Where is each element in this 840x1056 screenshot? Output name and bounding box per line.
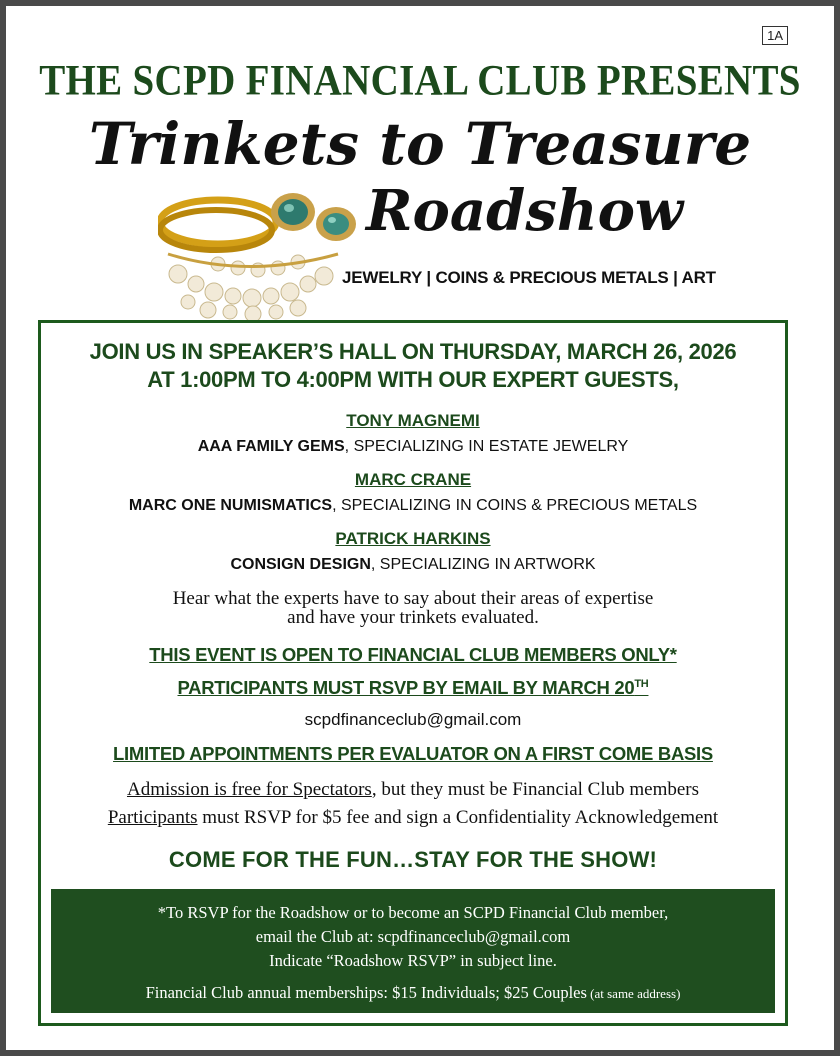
description-line1: Hear what the experts have to say about their areas of expertise [172,588,654,609]
rsvp-info-box [51,889,775,1013]
expert-company: AAA FAMILY GEMS [197,438,345,455]
jewelry-photo [158,184,368,320]
membership-fees-text: Financial Club annual memberships: $15 Individuals; $25 Couples [145,983,587,1002]
expert-company-line [41,497,785,515]
event-details-box [38,320,788,1026]
event-time-line: AT 1:00PM TO 4:00PM WITH OUR EXPERT GUESTS, [147,367,679,392]
expert-company-line [41,438,785,456]
title-script-line1: Trinkets to Treasure [88,110,752,178]
members-only-notice: THIS EVENT IS OPEN TO FINANCIAL CLUB MEMBERS ONLY* [149,644,677,665]
expert-name: PATRICK HARKINS [335,529,491,548]
expert-company: MARC ONE NUMISMATICS [128,497,333,514]
expert-company-line [41,556,785,574]
membership-fees-line [51,983,775,1003]
rsvp-deadline-text: PARTICIPANTS MUST RSVP BY EMAIL BY MARCH 20 [177,677,635,698]
description-line2: and have your trinkets evaluated. [287,607,539,628]
rsvp-info-line1: *To RSVP for the Roadshow or to become an SCPD Financial Club member, [157,903,669,922]
rsvp-deadline-notice [41,677,785,699]
limited-appointments-notice: LIMITED APPOINTMENTS PER EVALUATOR ON A FIRST COME BASIS [113,743,713,764]
club-email[interactable]: scpdfinanceclub@gmail.com [304,710,522,729]
spectators-admission-underlined: Admission is free for Spectators [126,779,372,800]
title-script-line2: Roadshow [366,178,684,244]
event-date-line: JOIN US IN SPEAKER’S HALL ON THURSDAY, MARCH 26, 2026 [89,339,737,364]
expert-specialty: , SPECIALIZING IN ESTATE JEWELRY [344,438,629,455]
spectators-admission-line [41,779,785,801]
rsvp-deadline-suffix: TH [634,677,649,690]
categories-line: JEWELRY | COINS & PRECIOUS METALS | ART [342,268,716,287]
expert-company: CONSIGN DESIGN [230,556,371,573]
expert-specialty: , SPECIALIZING IN ARTWORK [370,556,596,573]
participants-rest: must RSVP for $5 fee and sign a Confidentiality Acknowledgement [197,807,719,828]
expert-specialty: , SPECIALIZING IN COINS & PRECIOUS METALS [332,497,698,514]
slogan: COME FOR THE FUN…STAY FOR THE SHOW! [168,847,658,872]
expert-name: MARC CRANE [354,470,472,489]
participants-underlined: Participants [107,807,198,828]
membership-fees-note: (at same address) [586,986,681,1001]
rsvp-info-line2: email the Club at: scpdfinanceclub@gmail.com [255,927,571,946]
page-number-label: 1A [762,26,788,45]
presents-heading: THE SCPD FINANCIAL CLUB PRESENTS [39,56,801,105]
rsvp-info-line3: Indicate “Roadshow RSVP” in subject line. [269,951,557,970]
expert-name: TONY MAGNEMI [346,411,480,430]
spectators-admission-rest: , but they must be Financial Club members [371,779,700,800]
participants-admission-line [41,807,785,829]
flyer-page [6,6,834,1050]
